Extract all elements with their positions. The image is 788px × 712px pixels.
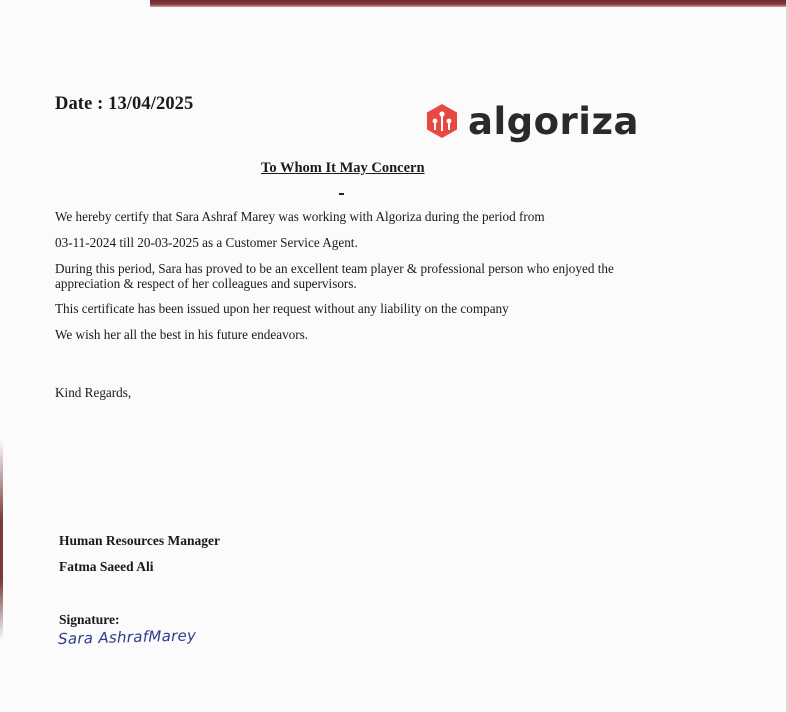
scan-edge-top bbox=[150, 0, 788, 7]
letter-date: Date : 13/04/2025 bbox=[55, 94, 194, 114]
letter-title: To Whom It May Concern bbox=[261, 160, 425, 176]
paragraph-line-6: We wish her all the best in his future endeavors. bbox=[55, 327, 309, 342]
paragraph-line-2: 03-11-2024 till 20-03-2025 as a Customer Service Agent. bbox=[55, 235, 358, 250]
scan-edge-left bbox=[0, 440, 3, 640]
logo-wordmark: algoriza bbox=[468, 99, 639, 143]
signatory-role: Human Resources Manager bbox=[59, 533, 220, 548]
paragraph-line-1: We hereby certify that Sara Ashraf Marey was working with Algoriza during the period from bbox=[55, 209, 545, 224]
company-logo bbox=[424, 96, 639, 146]
signature-label: Signature: bbox=[59, 612, 120, 627]
signatory-name: Fatma Saeed Ali bbox=[59, 559, 154, 574]
stray-mark bbox=[339, 193, 344, 195]
paragraph-line-4: appreciation & respect of her colleagues and supervisors. bbox=[55, 276, 357, 291]
paragraph-line-5: This certificate has been issued upon her request without any liability on the company bbox=[55, 301, 509, 316]
algoriza-logo-icon bbox=[424, 103, 460, 139]
handwritten-signature: Sara AshrafMarey bbox=[57, 626, 197, 648]
paragraph-line-3: During this period, Sara has proved to be an excellent team player & professional person who enjoyed the bbox=[55, 261, 614, 276]
closing: Kind Regards, bbox=[55, 385, 132, 400]
